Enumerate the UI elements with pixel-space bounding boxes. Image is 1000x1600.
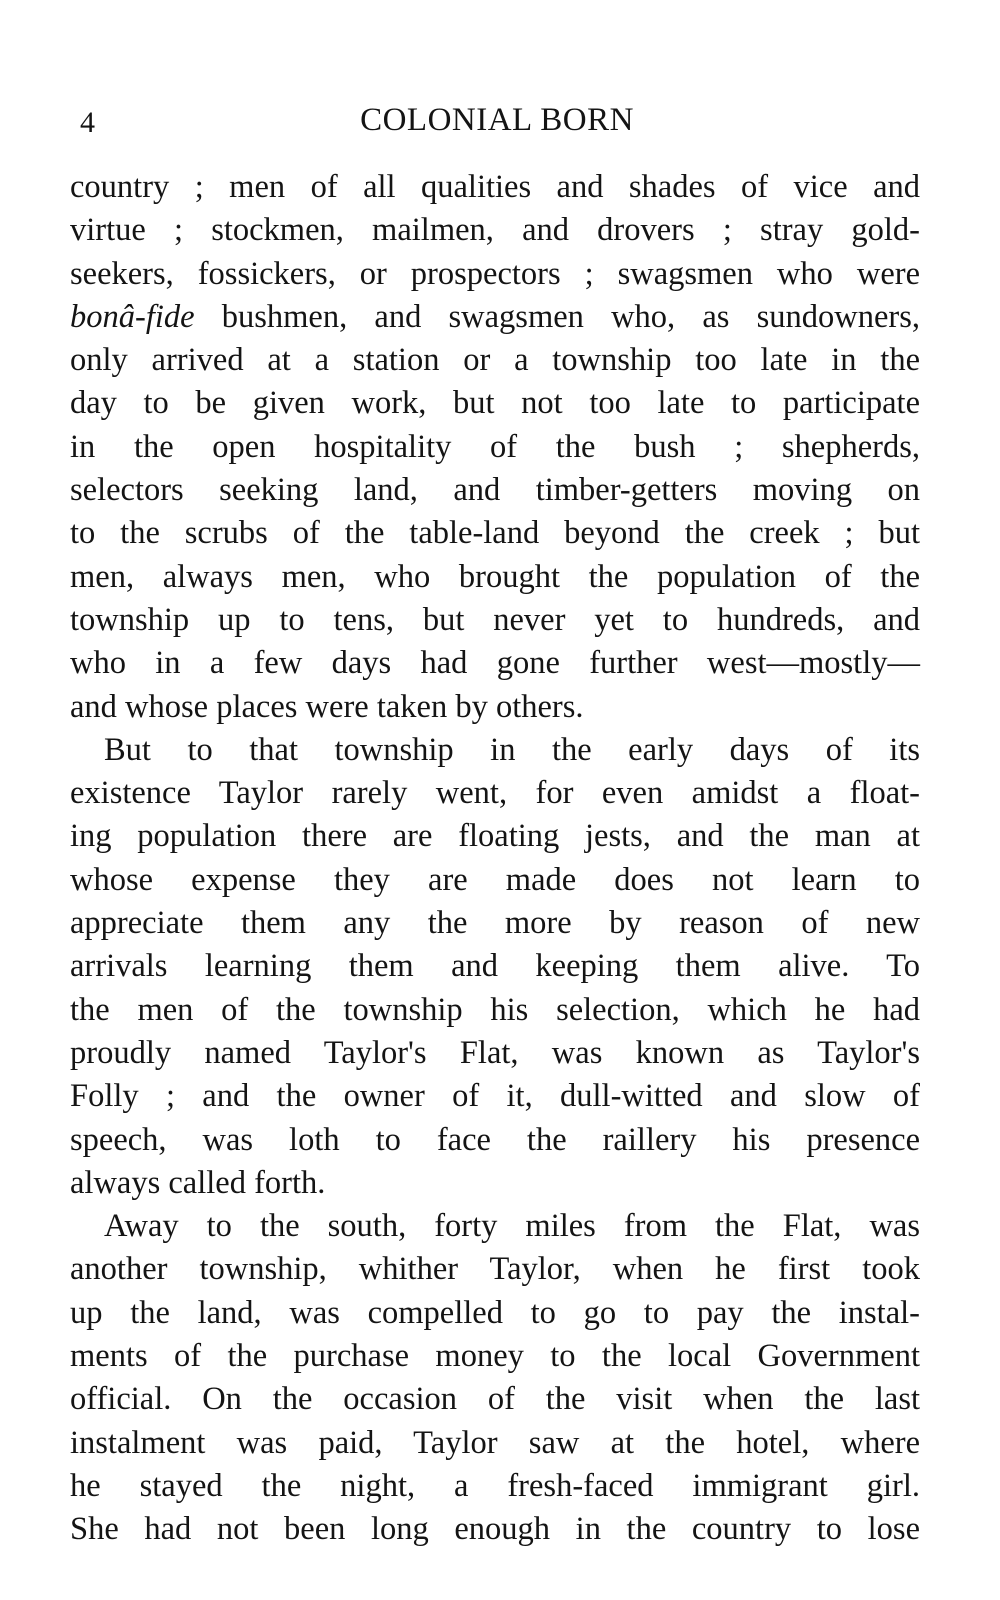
text-line: proudly named Taylor's Flat, was known as Taylor's [70,1034,920,1071]
text-line: the men of the township his selection, which he had [70,991,920,1028]
text-line: he stayed the night, a fresh-faced immigrant girl. [70,1467,920,1504]
text-line: existence Taylor rarely went, for even amidst a float- [70,775,920,812]
text-line: ing population there are floating jests, and the man at [70,818,920,855]
text-line: day to be given work, but not too late to participate [70,385,920,422]
text-line: whose expense they are made does not learn to [70,861,920,898]
page-number: 4 [80,106,95,139]
text-line: Folly ; and the owner of it, dull-witted and slow of [70,1078,920,1115]
text-line: She had not been long enough in the country to lose [70,1511,920,1548]
text-line [70,296,920,339]
text-line: always called forth. [70,1164,326,1201]
text-line: who in a few days had gone further west—mostly— [70,645,920,682]
text-line: country ; men of all qualities and shades of vice and [70,169,920,205]
text-line: But to that township in the early days of its [104,731,920,768]
text-line: another township, whither Taylor, when he first took [70,1251,920,1288]
text-line: Away to the south, forty miles from the Flat, was [104,1208,920,1245]
text-line: men, always men, who brought the population of the [70,558,920,595]
text-line: selectors seeking land, and timber-getters moving on [70,472,920,509]
text-line: in the open hospitality of the bush ; shepherds, [70,428,920,465]
text-line: up the land, was compelled to go to pay the instal- [70,1294,920,1331]
text-line: arrivals learning them and keeping them alive. To [70,948,920,985]
body-text [70,166,920,1552]
text-line: official. On the occasion of the visit when the last [70,1381,920,1418]
text-line: instalment was paid, Taylor saw at the hotel, where [70,1424,920,1461]
text-line: appreciate them any the more by reason of new [70,905,920,942]
running-title: COLONIAL BORN [360,102,634,138]
page-header [74,98,920,138]
text-line: and whose places were taken by others. [70,688,584,725]
text-line: virtue ; stockmen, mailmen, and drovers ; stray gold- [70,212,920,249]
text-line-rest: bushmen, and swagsmen who, as sundowners, [221,298,921,335]
text-line: township up to tens, but never yet to hundreds, and [70,601,920,638]
text-line: ments of the purchase money to the local Government [70,1338,920,1375]
text-line: seekers, fossickers, or prospectors ; swagsmen who were [70,255,920,292]
text-line: only arrived at a station or a township too late in the [70,342,920,379]
text-line: to the scrubs of the table-land beyond the creek ; but [70,515,920,552]
text-line: speech, was loth to face the raillery his presence [70,1121,920,1158]
italic-term: bonâ-fide [70,298,195,335]
